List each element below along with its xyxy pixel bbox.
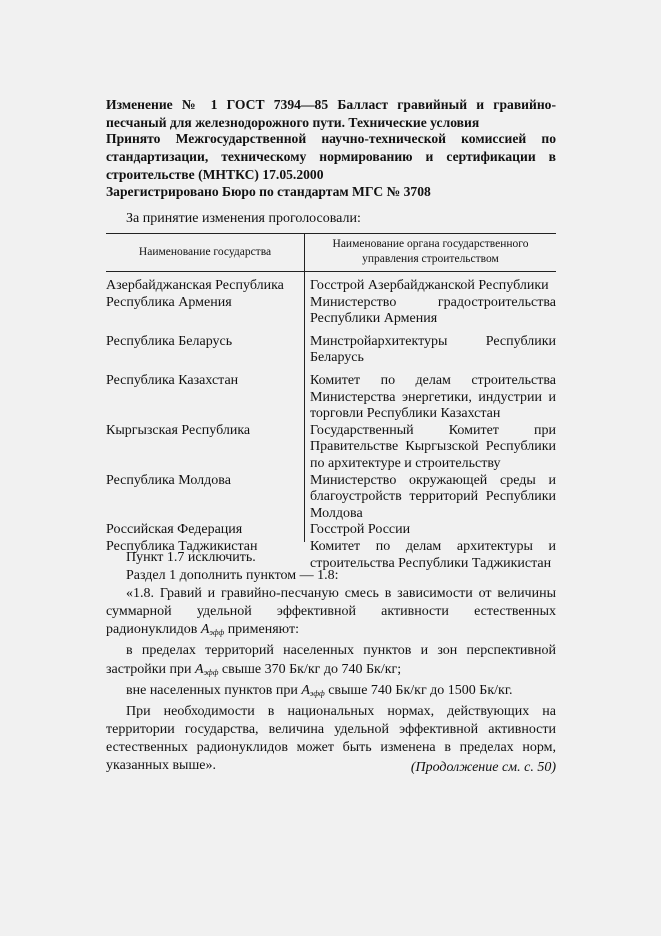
paragraph-text: свыше 370 Бк/кг до 740 Бк/кг; <box>218 661 402 677</box>
table-body <box>106 278 556 572</box>
organ-cell: Министерство окружающей среды и благоустройств территорий Республики Молдова <box>310 472 556 521</box>
state-cell: Азербайджанская Республика <box>106 278 284 293</box>
table-header-organ: Наименование органа государственного управления строительством <box>332 238 529 265</box>
organ-cell: Комитет по делам архитектуры и строительства Республики Таджикистан <box>310 538 556 571</box>
paragraph: Раздел 1 дополнить пунктом — 1.8: <box>126 568 339 584</box>
paragraph <box>106 682 556 703</box>
table-row <box>106 278 556 295</box>
paragraph-text: применяют: <box>224 622 299 638</box>
organ-cell: Государственный Комитет при Правительстве Кыргызской Республики по архитектуре и строительству <box>310 422 556 471</box>
paragraph-text: вне населенных пунктов при <box>126 682 302 698</box>
continuation-note: (Продолжение см. с. 50) <box>410 760 556 775</box>
table-row <box>106 373 556 423</box>
organ-cell: Комитет по делам строительства Министерства энергетики, индустрии и торговли Республики Казахстан <box>310 372 556 422</box>
paragraph-text: в пределах территорий населенных пунктов и зон перспективной застройки при <box>106 643 556 677</box>
activity-symbol: А <box>301 682 310 698</box>
adoption-statement: Принято Межгосударственной научно-технической комиссией по стандартизации, техническому нормированию и сертификации в строительстве (МНТКС) 17.05.2000 <box>106 131 556 182</box>
activity-subscript: эфф <box>203 667 219 677</box>
voting-intro: За принятие изменения проголосовали: <box>126 211 361 226</box>
paragraph: При необходимости в национальных нормах, действующих на территории государства, величина удельной эффективной активности естественных радионуклидов может быть изменена в пределах норм, указанных выше». <box>106 703 556 774</box>
activity-subscript: эфф <box>309 688 325 698</box>
paragraph <box>106 642 556 681</box>
table-row <box>106 473 556 523</box>
activity-symbol: А <box>195 661 204 677</box>
table-header-rule <box>106 271 556 272</box>
registration-statement: Зарегистрировано Бюро по стандартам МГС № 3708 <box>106 184 431 199</box>
organ-cell: Минстройархитектуры Республики Беларусь <box>310 333 556 366</box>
state-cell: Республика Беларусь <box>106 333 233 349</box>
table-header-state: Наименование государства <box>138 245 272 258</box>
organ-cell: Министерство градостроительства Республики Армения <box>310 294 556 327</box>
amendment-title: Изменение № 1 ГОСТ 7394—85 Балласт гравийный и гравийно-песчаный для железнодорожного пути. Технические условия <box>106 97 556 130</box>
amendment-body <box>106 549 556 775</box>
table-row <box>106 334 556 367</box>
organ-cell: Госстрой России <box>310 522 411 538</box>
state-cell: Российская Федерация <box>106 522 243 538</box>
table-row <box>106 295 556 328</box>
paragraph-text: свыше 740 Бк/кг до 1500 Бк/кг. <box>324 682 513 698</box>
activity-symbol: А <box>200 622 210 638</box>
organ-cell: Госстрой Азербайджанской Республики <box>310 278 549 293</box>
paragraph: Пункт 1.7 исключить. <box>126 550 256 565</box>
table-row <box>106 423 556 473</box>
state-cell: Республика Армения <box>106 294 232 310</box>
state-cell: Республика Молдова <box>106 472 231 488</box>
state-cell: Кыргызская Республика <box>106 422 251 438</box>
paragraph <box>106 585 556 642</box>
state-cell: Республика Таджикистан <box>106 538 258 554</box>
state-cell: Республика Казахстан <box>106 372 239 388</box>
table-row <box>106 522 556 539</box>
activity-subscript: эфф <box>209 628 225 638</box>
paragraph-text: «1.8. Гравий и гравийно-песчаную смесь в зависимости от величины суммарной удельной эффективной активности естественных радионуклидов <box>106 586 556 638</box>
